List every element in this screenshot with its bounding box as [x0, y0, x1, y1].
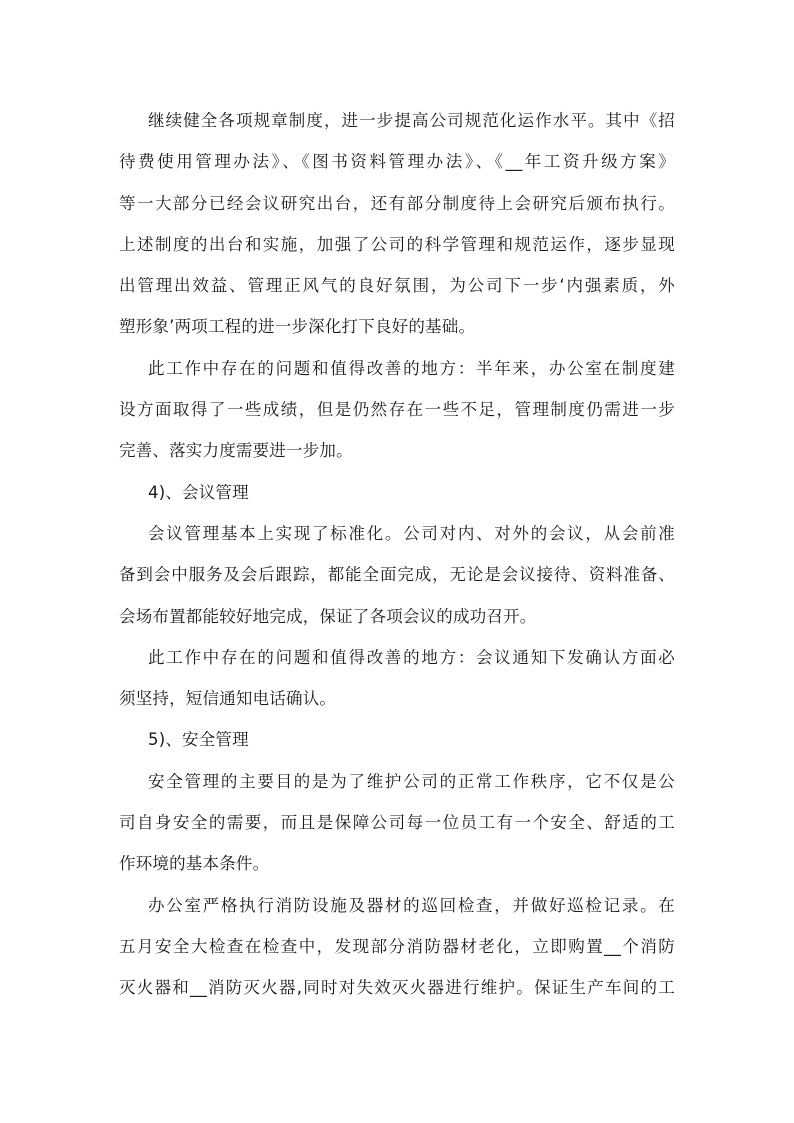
paragraph-line: 此工作中存在的问题和值得改善的地方：会议通知下发确认方面必 [148, 647, 675, 667]
paragraph-line: 此工作中存在的问题和值得改善的地方：半年来，办公室在制度建 [148, 358, 675, 378]
paragraph-line: 备到会中服务及会后跟踪，都能全面完成，无论是会议接待、资料准备、 [119, 565, 675, 585]
paragraph-line: 上述制度的出台和实施，加强了公司的科学管理和规范运作，逐步显现 [119, 234, 675, 254]
paragraph-line: 完善、落实力度需要进一步加。 [119, 441, 353, 461]
paragraph-line: 待费使用管理办法》、《图书资料管理办法》、《__年工资升级方案》 [119, 152, 675, 172]
document-body [119, 100, 675, 1009]
paragraph-line: 出管理出效益、管理正风气的良好氛围，为公司下一步‘内强素质，外 [119, 276, 675, 296]
paragraph-line: 作环境的基本条件。 [119, 854, 270, 874]
section-heading: 5)、安全管理 [148, 730, 249, 750]
paragraph-line: 会场布置都能较好地完成，保证了各项会议的成功召开。 [119, 606, 537, 626]
paragraph-line: 继续健全各项规章制度，进一步提高公司规范化运作水平。其中《招 [148, 111, 675, 130]
paragraph-line: 五月安全大检查在检查中，发现部分消防器材老化，立即购置__个消防 [119, 936, 675, 956]
paragraph-line: 司自身安全的需要，而且是保障公司每一位员工有一个安全、舒适的工 [119, 813, 675, 833]
paragraph-line: 安全管理的主要目的是为了维护公司的正常工作秩序，它不仅是公 [148, 771, 675, 791]
paragraph-line: 塑形象’两项工程的进一步深化打下良好的基础。 [119, 317, 476, 337]
section-heading: 4)、会议管理 [148, 482, 249, 502]
paragraph-line: 设方面取得了一些成绩，但是仍然存在一些不足，管理制度仍需进一步 [119, 400, 675, 420]
paragraph-line: 等一大部分已经会议研究出台，还有部分制度待上会研究后颁布执行。 [119, 193, 675, 213]
paragraph-line: 灭火器和__消防灭火器,同时对失效灭火器进行维护。保证生产车间的工 [119, 978, 675, 998]
paragraph-line: 会议管理基本上实现了标准化。公司对内、对外的会议，从会前准 [148, 523, 675, 543]
paragraph-line: 须坚持，短信通知电话确认。 [119, 689, 337, 709]
paragraph-line: 办公室严格执行消防设施及器材的巡回检查，并做好巡检记录。在 [148, 895, 675, 915]
